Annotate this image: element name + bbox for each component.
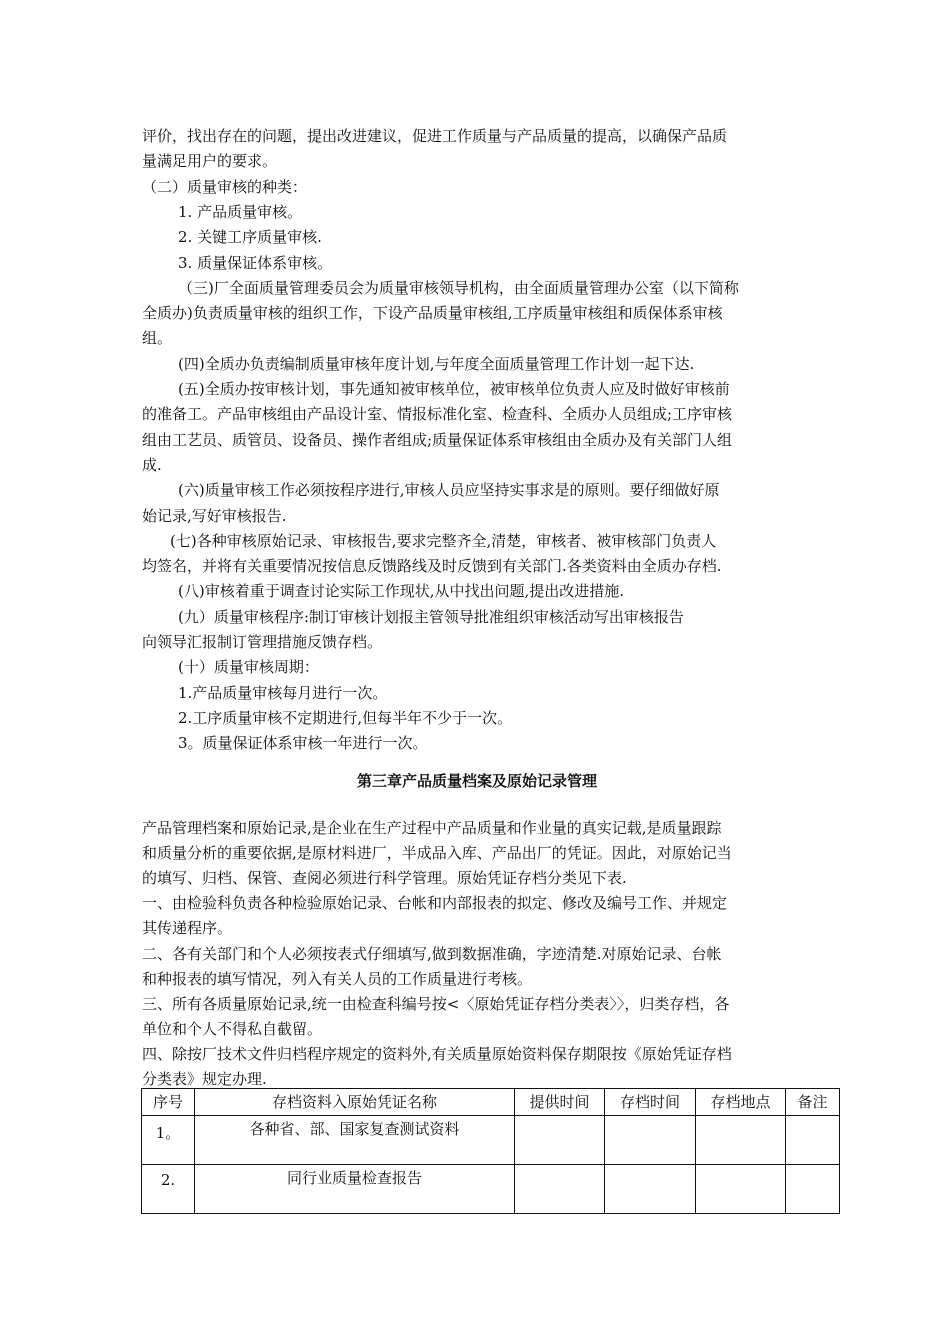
table-cell [696, 1116, 786, 1165]
table-cell [515, 1165, 605, 1214]
text-line: 全质办)负责质量审核的组织工作，下设产品质量审核组,工序质量审核组和质保体系审核 [142, 304, 723, 323]
text-line: 成. [142, 455, 162, 474]
text-line: （三)厂全面质量管理委员会为质量审核领导机构，由全面质量管理办公室（以下简称 [178, 278, 739, 297]
text-line: (四)全质办负责编制质量审核年度计划,与年度全面质量管理工作计划一起下达. [178, 354, 695, 373]
text-line: 四、除按厂技术文件归档程序规定的资料外,有关质量原始资料保存期限按《原始凭证存档 [142, 1044, 732, 1063]
text-line: 3。质量保证体系审核一年进行一次。 [178, 734, 428, 753]
table-cell [515, 1116, 605, 1165]
table-cell [605, 1165, 696, 1214]
text-line: 的准备工。产品审核组由产品设计室、情报标准化室、检查科、全质办人员组成;工序审核 [142, 405, 733, 424]
text-line: 产品管理档案和原始记录,是企业在生产过程中产品质量和作业量的真实记载,是质量跟踪 [142, 819, 722, 837]
table-row [142, 1165, 840, 1214]
text-line: 和种报表的填写情况，列入有关人员的工作质量进行考核。 [142, 969, 533, 988]
table-row [142, 1116, 840, 1165]
text-line: (十）质量审核周期： [178, 658, 319, 677]
table-cell: 同行业质量检查报告 [195, 1165, 515, 1214]
text-line: （二）质量审核的种类： [142, 177, 308, 196]
text-line: 其传递程序。 [142, 919, 233, 938]
table-cell [696, 1165, 786, 1214]
text-line: 单位和个人不得私自截留。 [142, 1019, 323, 1038]
text-line: 均签名，并将有关重要情况按信息反馈路线及时反馈到有关部门.各类资料由全质办存档. [142, 557, 722, 576]
archive-classification-table [141, 1088, 840, 1214]
text-line: 向领导汇报制订管理措施反馈存档。 [142, 633, 383, 651]
text-line: 和质量分析的重要依据,是原材料进厂，半成品入库、产品出厂的凭证。因此，对原始记当 [142, 844, 732, 863]
table-cell: 1。 [142, 1116, 195, 1165]
text-line: 2.工序质量审核不定期进行,但每半年不少于一次。 [178, 708, 513, 727]
table-cell [786, 1116, 840, 1165]
text-line: 3. 质量保证体系审核。 [178, 253, 333, 272]
text-line: 分类表》规定办理. [142, 1070, 267, 1088]
text-line: (八)审核着重于调查讨论实际工作现状,从中找出问题,提出改进措施. [178, 582, 625, 601]
header-cell: 提供时间 [515, 1089, 605, 1116]
text-line: 三、所有各质量原始记录,统一由检查科编号按<〈原始凭证存档分类表〉〉，归类存档，各 [142, 994, 730, 1013]
header-cell: 备注 [786, 1089, 840, 1116]
header-cell: 存档时间 [605, 1089, 696, 1116]
chapter-title: 第三章产品质量档案及原始记录管理 [356, 772, 597, 790]
text-line: 的填写、归档、保管、查阅必须进行科学管理。原始凭证存档分类见下表. [142, 869, 627, 888]
text-line: 一、由检验科负责各种检验原始记录、台帐和内部报表的拟定、修改及编号工作、并规定 [142, 894, 728, 913]
table-cell [605, 1116, 696, 1165]
table-cell: 2. [142, 1165, 195, 1214]
text-line: (七)各种审核原始记录、审核报告,要求完整齐全,清楚，审核者、被审核部门负责人 [170, 531, 717, 550]
text-line: 评价，找出存在的问题，提出改进建议，促进工作质量与产品质量的提高，以确保产品质 [142, 127, 728, 145]
text-line: (六)质量审核工作必须按程序进行,审核人员应坚持实事求是的原则。要仔细做好原 [178, 481, 720, 500]
text-line: 1.产品质量审核每月进行一次。 [178, 683, 388, 702]
text-line: 量满足用户的要求。 [142, 152, 278, 171]
table-cell: 各种省、部、国家复查测试资料 [195, 1116, 515, 1165]
header-cell: 存档地点 [696, 1089, 786, 1116]
table-header-row [142, 1089, 840, 1116]
text-line: 二、各有关部门和个人必须按表式仔细填写,做到数据准确，字迹清楚.对原始记录、台帐 [142, 944, 722, 963]
text-line: (五)全质办按审核计划，事先通知被审核单位，被审核单位负责人应及时做好审核前 [178, 380, 730, 398]
header-cell: 存档资料入原始凭证名称 [195, 1089, 515, 1116]
table-cell [786, 1165, 840, 1214]
text-line: (九）质量审核程序:制订审核计划报主管领导批准组织审核活动写出审核报告 [178, 607, 684, 626]
header-cell: 序号 [142, 1089, 195, 1116]
text-line: 2. 关键工序质量审核. [178, 228, 322, 247]
text-line: 始记录,写好审核报告. [142, 506, 287, 525]
text-line: 1. 产品质量审核。 [178, 202, 303, 221]
text-line: 组。 [142, 329, 173, 348]
text-line: 组由工艺员、质管员、设备员、操作者组成;质量保证体系审核组由全质办及有关部门人组 [142, 430, 733, 449]
